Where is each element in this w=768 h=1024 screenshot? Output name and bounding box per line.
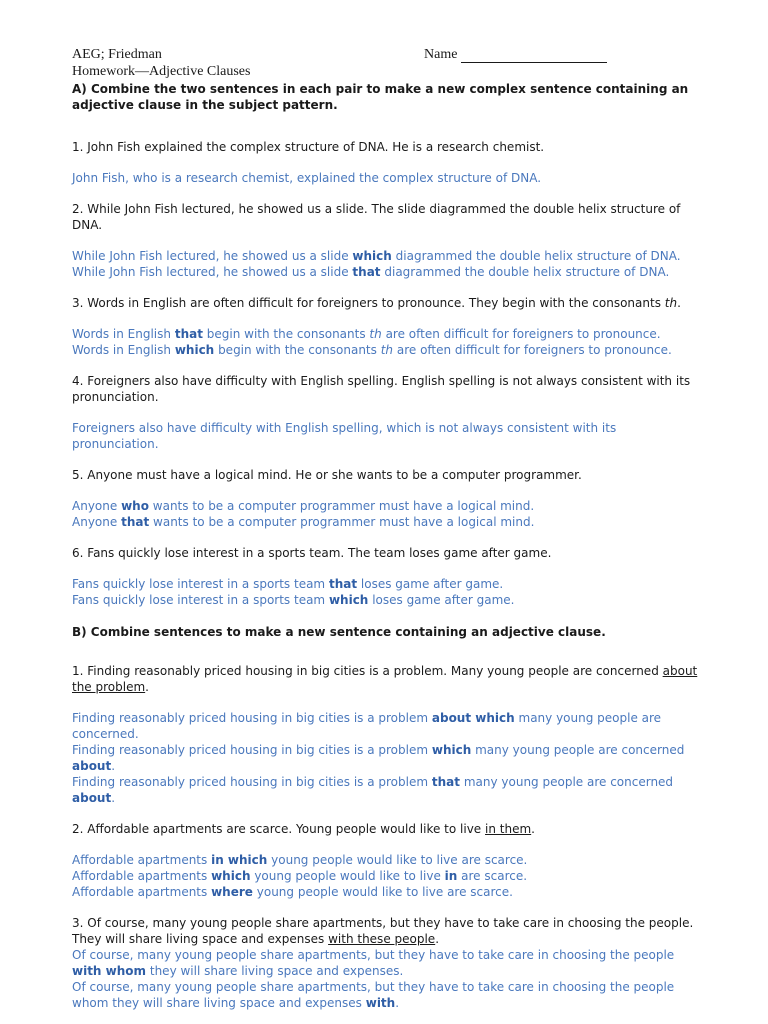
b2-answer-3 xyxy=(72,884,702,900)
a5-answer-1 xyxy=(72,498,702,514)
relative-pronoun: that xyxy=(121,515,150,529)
section-a-instruction: A) Combine the two sentences in each pair to make a new complex sentence containing an adjective clause in the subject pattern. xyxy=(72,82,689,112)
answer-text: Finding reasonably priced housing in big cities is a problem xyxy=(72,711,429,725)
a3-answer-2 xyxy=(72,342,702,358)
answer-text: are scarce. xyxy=(461,869,528,883)
b2-answer-1 xyxy=(72,852,702,868)
b1-answer-2 xyxy=(72,742,702,774)
underlined-phrase: in them xyxy=(485,822,532,836)
answer-text: While John Fish lectured, he showed us a slide xyxy=(72,265,349,279)
name-field xyxy=(424,46,607,63)
answer-text: Finding reasonably priced housing in big cities is a problem xyxy=(72,743,429,757)
answer-text: diagrammed the double helix structure of DNA. xyxy=(384,265,670,279)
relative-pronoun: about which xyxy=(431,711,515,725)
preposition: with xyxy=(365,996,396,1010)
answer-text: diagrammed the double helix structure of DNA. xyxy=(395,249,681,263)
a5-answer-2 xyxy=(72,514,702,530)
answer-text: young people would like to live xyxy=(254,869,441,883)
answer-text: are often difficult for foreigners to pronounce. xyxy=(396,343,672,357)
answer-text: Affordable apartments xyxy=(72,869,208,883)
answer-text: Words in English xyxy=(72,327,171,341)
underlined-phrase: about the problem xyxy=(72,664,698,694)
answer-text: they will share living space and expenses. xyxy=(149,964,404,978)
b1-answer-3 xyxy=(72,774,702,806)
answer-text: Affordable apartments xyxy=(72,853,208,867)
b1-question xyxy=(72,663,702,695)
answer-text: Finding reasonably priced housing in big cities is a problem xyxy=(72,775,429,789)
answer-text: loses game after game. xyxy=(372,593,515,607)
answer-text: Anyone xyxy=(72,515,118,529)
b2-question xyxy=(72,821,702,837)
period: . xyxy=(395,996,400,1010)
a6-answer-1 xyxy=(72,576,702,592)
italic-th: th xyxy=(664,296,678,310)
period: . xyxy=(435,932,440,946)
relative-pronoun: who xyxy=(121,499,149,513)
a2-answer-2 xyxy=(72,264,702,280)
a5-question: 5. Anyone must have a logical mind. He or she wants to be a computer programmer. xyxy=(72,468,582,482)
relative-pronoun: that xyxy=(431,775,460,789)
a3-answer-1 xyxy=(72,326,702,342)
answer-text: wants to be a computer programmer must have a logical mind. xyxy=(152,499,535,513)
relative-pronoun: which xyxy=(174,343,215,357)
relative-pronoun: with whom xyxy=(72,964,147,978)
course-label: AEG; Friedman xyxy=(72,47,162,62)
section-b-instruction: B) Combine sentences to make a new sentence containing an adjective clause. xyxy=(72,625,606,639)
question-text: 2. Affordable apartments are scarce. Young people would like to live xyxy=(72,822,482,836)
a2-answer-1 xyxy=(72,248,702,264)
worksheet-page xyxy=(72,46,702,1011)
a6-question: 6. Fans quickly lose interest in a sports team. The team loses game after game. xyxy=(72,546,552,560)
header-row xyxy=(72,46,702,63)
name-label: Name xyxy=(424,47,458,62)
relative-pronoun: that xyxy=(328,577,358,591)
a1-question: 1. John Fish explained the complex structure of DNA. He is a research chemist. xyxy=(72,140,545,154)
preposition: in xyxy=(444,869,458,883)
name-blank xyxy=(461,49,607,63)
question-text: 3. Words in English are often difficult for foreigners to pronounce. They begin with the consonants xyxy=(72,296,661,310)
answer-text: Fans quickly lose interest in a sports team xyxy=(72,593,326,607)
relative-pronoun: which xyxy=(352,249,392,263)
a6-answer-2 xyxy=(72,592,702,608)
underlined-phrase: with these people xyxy=(328,932,436,946)
b1-answer-1 xyxy=(72,710,702,742)
b3-answer-1 xyxy=(72,947,702,979)
italic-th: th xyxy=(369,327,382,341)
b2-answer-2 xyxy=(72,868,702,884)
b3-answer-2 xyxy=(72,979,702,1011)
b3-question xyxy=(72,915,702,947)
answer-text: Fans quickly lose interest in a sports team xyxy=(72,577,326,591)
answer-text: many young people are concerned xyxy=(463,775,674,789)
answer-text: begin with the consonants xyxy=(218,343,377,357)
a3-question xyxy=(72,295,702,311)
preposition: about xyxy=(72,759,112,773)
answer-text: Anyone xyxy=(72,499,118,513)
relative-pronoun: which xyxy=(211,869,251,883)
answer-text: are often difficult for foreigners to pronounce. xyxy=(385,327,661,341)
answer-text: many young people are concerned. xyxy=(72,711,662,741)
answer-text: young people would like to live are scarce. xyxy=(271,853,528,867)
period: . xyxy=(111,759,116,773)
answer-text: many young people are concerned xyxy=(475,743,685,757)
relative-pronoun: which xyxy=(328,593,369,607)
question-text: 1. Finding reasonably priced housing in big cities is a problem. Many young people are concerned xyxy=(72,664,659,678)
a4-answer: Foreigners also have difficulty with English spelling, which is not always consistent with its pronunciation. xyxy=(72,421,617,451)
period: . xyxy=(531,822,535,836)
relative-pronoun: which xyxy=(431,743,472,757)
period: . xyxy=(145,680,149,694)
preposition: about xyxy=(72,791,112,805)
page-title: Homework—Adjective Clauses xyxy=(72,64,251,79)
answer-text: Of course, many young people share apartments, but they have to take care in choosing the people xyxy=(72,948,675,962)
period: . xyxy=(111,791,116,805)
a4-question: 4. Foreigners also have difficulty with English spelling. English spelling is not always consistent with its pronunciation. xyxy=(72,374,691,404)
relative-pronoun: where xyxy=(211,885,253,899)
answer-text: young people would like to live are scarce. xyxy=(256,885,513,899)
answer-text: begin with the consonants xyxy=(206,327,366,341)
answer-text: wants to be a computer programmer must have a logical mind. xyxy=(153,515,535,529)
a2-question: 2. While John Fish lectured, he showed us a slide. The slide diagrammed the double helix structure of DNA. xyxy=(72,202,681,232)
answer-text: While John Fish lectured, he showed us a slide xyxy=(72,249,349,263)
relative-pronoun: in which xyxy=(211,853,268,867)
italic-th: th xyxy=(380,343,394,357)
a1-answer: John Fish, who is a research chemist, explained the complex structure of DNA. xyxy=(72,171,542,185)
relative-pronoun: that xyxy=(352,265,381,279)
answer-text: Words in English xyxy=(72,343,171,357)
answer-text: Of course, many young people share apartments, but they have to take care in choosing the people whom they will share living space and expenses xyxy=(72,980,675,1010)
relative-pronoun: that xyxy=(174,327,203,341)
answer-text: Affordable apartments xyxy=(72,885,208,899)
answer-text: loses game after game. xyxy=(360,577,504,591)
period: . xyxy=(677,296,681,310)
question-text: 3. Of course, many young people share apartments, but they have to take care in choosing the people. They will share living space and expenses xyxy=(72,916,694,946)
